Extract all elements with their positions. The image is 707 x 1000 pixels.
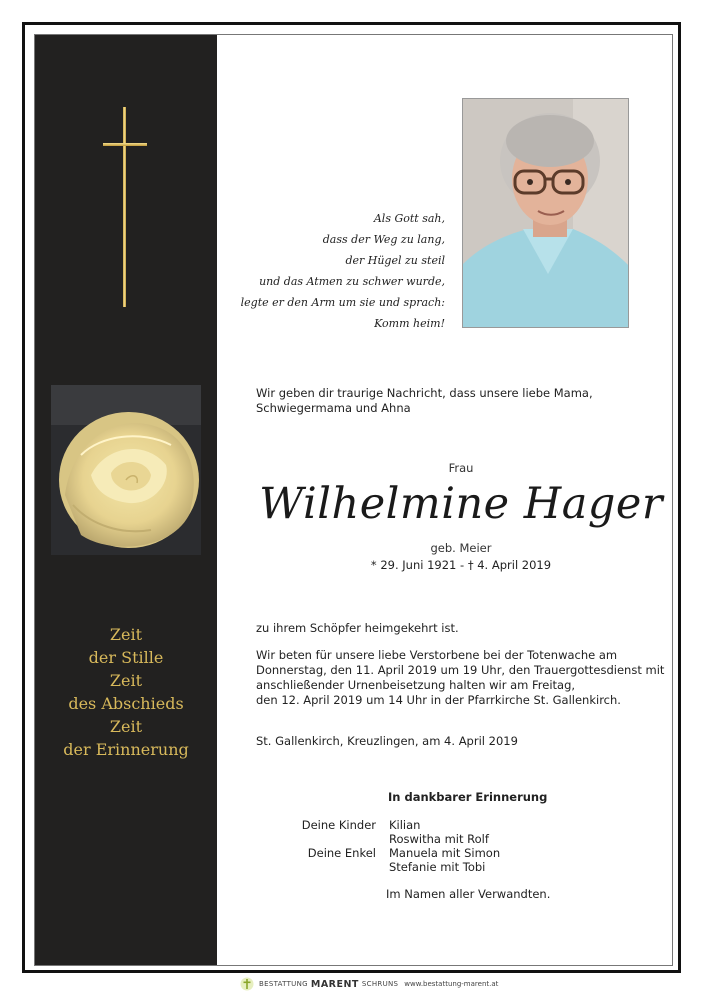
title-prefix: Frau [448, 461, 474, 475]
side-panel [35, 35, 217, 965]
service-line: anschließender Urnenbeisetzung halten wir am Freitag, [256, 678, 576, 692]
footer-url[interactable]: www.bestattung-marent.at [404, 980, 499, 988]
poem-line: dass der Weg zu lang, [322, 233, 445, 246]
thanks-heading: In dankbarer Erinnerung [388, 790, 548, 804]
poem-line: Komm heim! [374, 317, 445, 330]
family-member: Stefanie mit Tobi [389, 860, 486, 874]
rose-photo [51, 385, 201, 555]
poem [241, 208, 445, 334]
poem-line: Als Gott sah, [373, 212, 445, 225]
cross-icon-bar [103, 143, 147, 146]
intro-line: Wir geben dir traurige Nachricht, dass unsere liebe Mama, [256, 386, 593, 400]
closing-line: Im Namen aller Verwandten. [386, 887, 551, 901]
motto-line: Zeit [109, 717, 143, 736]
deceased-name: Wilhelmine Hager [259, 479, 663, 529]
footer-town: SCHRUNS [361, 980, 399, 988]
family-member: Manuela mit Simon [389, 846, 501, 860]
children-label: Deine Kinder [301, 818, 376, 832]
footer-brand: MARENT [310, 978, 359, 990]
family-member: Kilian [389, 818, 421, 832]
returned-home-text: zu ihrem Schöpfer heimgekehrt ist. [256, 621, 459, 635]
service-line: Wir beten für unsere liebe Verstorbene bei der Totenwache am [256, 648, 618, 662]
place-date: St. Gallenkirch, Kreuzlingen, am 4. April 2019 [256, 734, 518, 748]
intro-line: Schwiegermama und Ahna [256, 401, 411, 415]
poem-line: legte er den Arm um sie und sprach: [240, 296, 445, 309]
portrait-photo [462, 98, 629, 328]
life-dates: * 29. Juni 1921 - † 4. April 2019 [370, 558, 552, 572]
footer [240, 974, 498, 994]
family-member: Roswitha mit Rolf [389, 832, 489, 846]
cross-icon [123, 107, 126, 307]
motto-line: der Erinnerung [63, 740, 189, 759]
birth-name: geb. Meier [430, 541, 492, 555]
poem-line: und das Atmen zu schwer wurde, [259, 275, 445, 288]
service-text [256, 648, 664, 708]
poem-line: der Hügel zu steil [345, 254, 445, 267]
service-line: Donnerstag, den 11. April 2019 um 19 Uhr, den Trauergottesdienst mit [256, 663, 665, 677]
funeral-home-logo-icon [240, 977, 254, 991]
service-line: den 12. April 2019 um 14 Uhr in der Pfarrkirche St. Gallenkirch. [256, 693, 621, 707]
motto-line: der Stille [88, 648, 164, 667]
motto-line: Zeit [109, 671, 143, 690]
motto-line: des Abschieds [68, 694, 184, 713]
intro-text [256, 386, 593, 416]
grandchildren-label: Deine Enkel [307, 846, 376, 860]
motto [35, 623, 217, 761]
motto-line: Zeit [109, 625, 143, 644]
footer-prefix: BESTATTUNG [259, 980, 308, 988]
